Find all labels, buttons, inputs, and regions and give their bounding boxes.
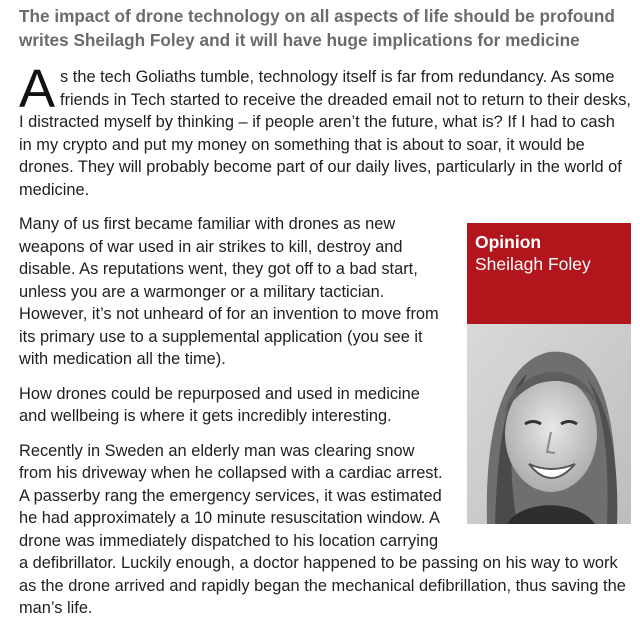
paragraph-3: How drones could be repurposed and used in medicine and wellbeing is where it gets incredibly interesting. (19, 384, 420, 425)
opinion-author: Sheilagh Foley (475, 254, 591, 274)
drop-cap: A (19, 59, 56, 119)
paragraph-4: Recently in Sweden an elderly man was clearing snow from his driveway when he collapsed with a cardiac arrest. A passerby rang the emergency services, it was estimated he had approximately a 10 minute resuscitation window. A drone was immediately dispatched to his location carrying a defibrillator. Luckily enough, a doctor happened to be passing on his way to work as the drone arrived and rapidly began the mechanical defibrillation, thus saving the man’s life. (19, 441, 626, 617)
article-standfirst: The impact of drone technology on all aspects of life should be profound writes Sheilagh Foley and it will have huge implications for medicine (19, 6, 615, 50)
paragraph-1-text: s the tech Goliaths tumble, technology itself is far from redundancy. As some friends in Tech started to receive the dreaded email not to return to their desks, I distracted myself by thinking – if people aren’t the future, what is? If I had to cash in my crypto and put my money on something that is about to soar, it would be drones. They will probably become part of our daily lives, particularly in the world of medicine. (19, 68, 631, 199)
opinion-label: Opinion (475, 232, 542, 252)
article-body (19, 59, 631, 632)
opinion-sidebar (467, 223, 631, 524)
opinion-box (467, 223, 631, 324)
author-photo (467, 324, 631, 524)
paragraph-2: Many of us first became familiar with drones as new weapons of war used in air strikes to kill, destroy and disable. As reputations went, they got off to a bad start, unless you are a warmonger or a military tactician. However, it’s not unheard of for an invention to move from its primary use to a supplemental application (you see it with medication all the time). (19, 215, 439, 368)
paragraph-1 (19, 59, 631, 201)
